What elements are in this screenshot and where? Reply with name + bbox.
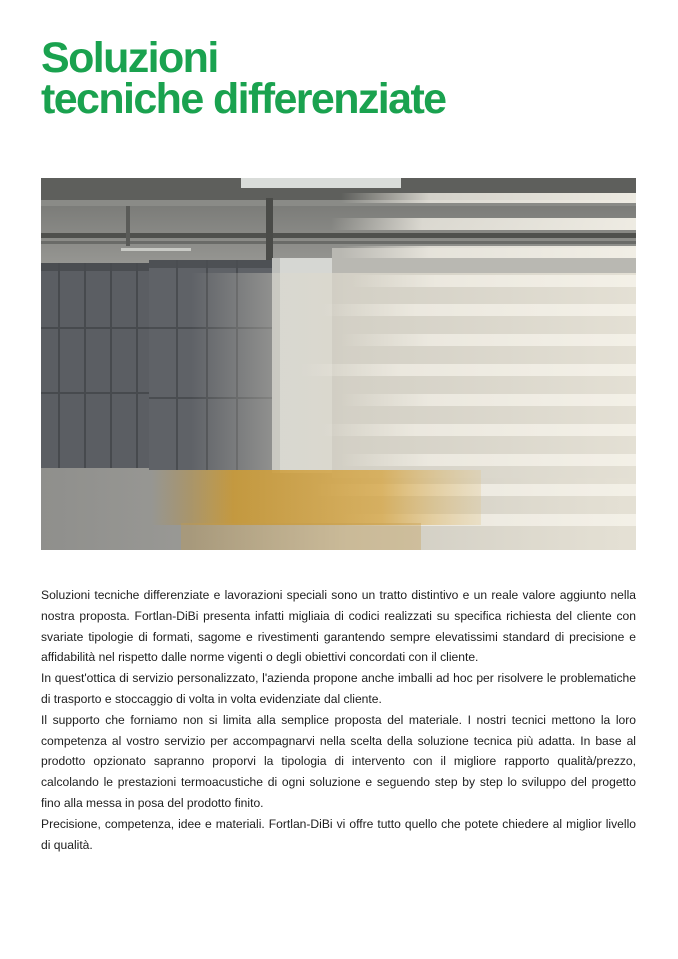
body-text (41, 585, 636, 855)
page-title-line-2: tecniche differenziate (41, 75, 446, 123)
warehouse-photo (41, 178, 636, 550)
paragraph-2: In quest'ottica di servizio personalizzato, l'azienda propone anche imballi ad hoc per risolvere le problematiche di trasporto e stoccaggio di volta in volta evidenziate dal cliente. (41, 671, 636, 706)
paragraph-3: Il supporto che forniamo non si limita alla semplice proposta del materiale. I nostri tecnici mettono la loro competenza al vostro servizio per accompagnarvi nella scelta della soluzione tecnica più adatta. In base al prodotto opzionato sapranno proporvi la tipologia di intervento con il migliore rapporto qualità/prezzo, calcolando le prestazioni termoacustiche di ogni soluzione e seguendo step by step lo sviluppo del progetto fino alla messa in posa del prodotto finito. (41, 712, 636, 810)
page-title (41, 34, 446, 123)
page-title-line-1: Soluzioni (41, 34, 218, 82)
paragraph-1: Soluzioni tecniche differenziate e lavorazioni speciali sono un tratto distintivo e un reale valore aggiunto nella nostra proposta. Fortlan-DiBi presenta infatti migliaia di codici realizzati su specifica richiesta del cliente con svariate tipologie di formati, sagome e rivestimenti garantendo sempre elevatissimi standard di precisione e affidabilità nel rispetto dalle norme vigenti o degli obiettivi concordati con il cliente. (41, 588, 636, 665)
paragraph-4: Precisione, competenza, idee e materiali. Fortlan-DiBi vi offre tutto quello che potete chiedere al miglior livello di qualità. (41, 816, 636, 852)
